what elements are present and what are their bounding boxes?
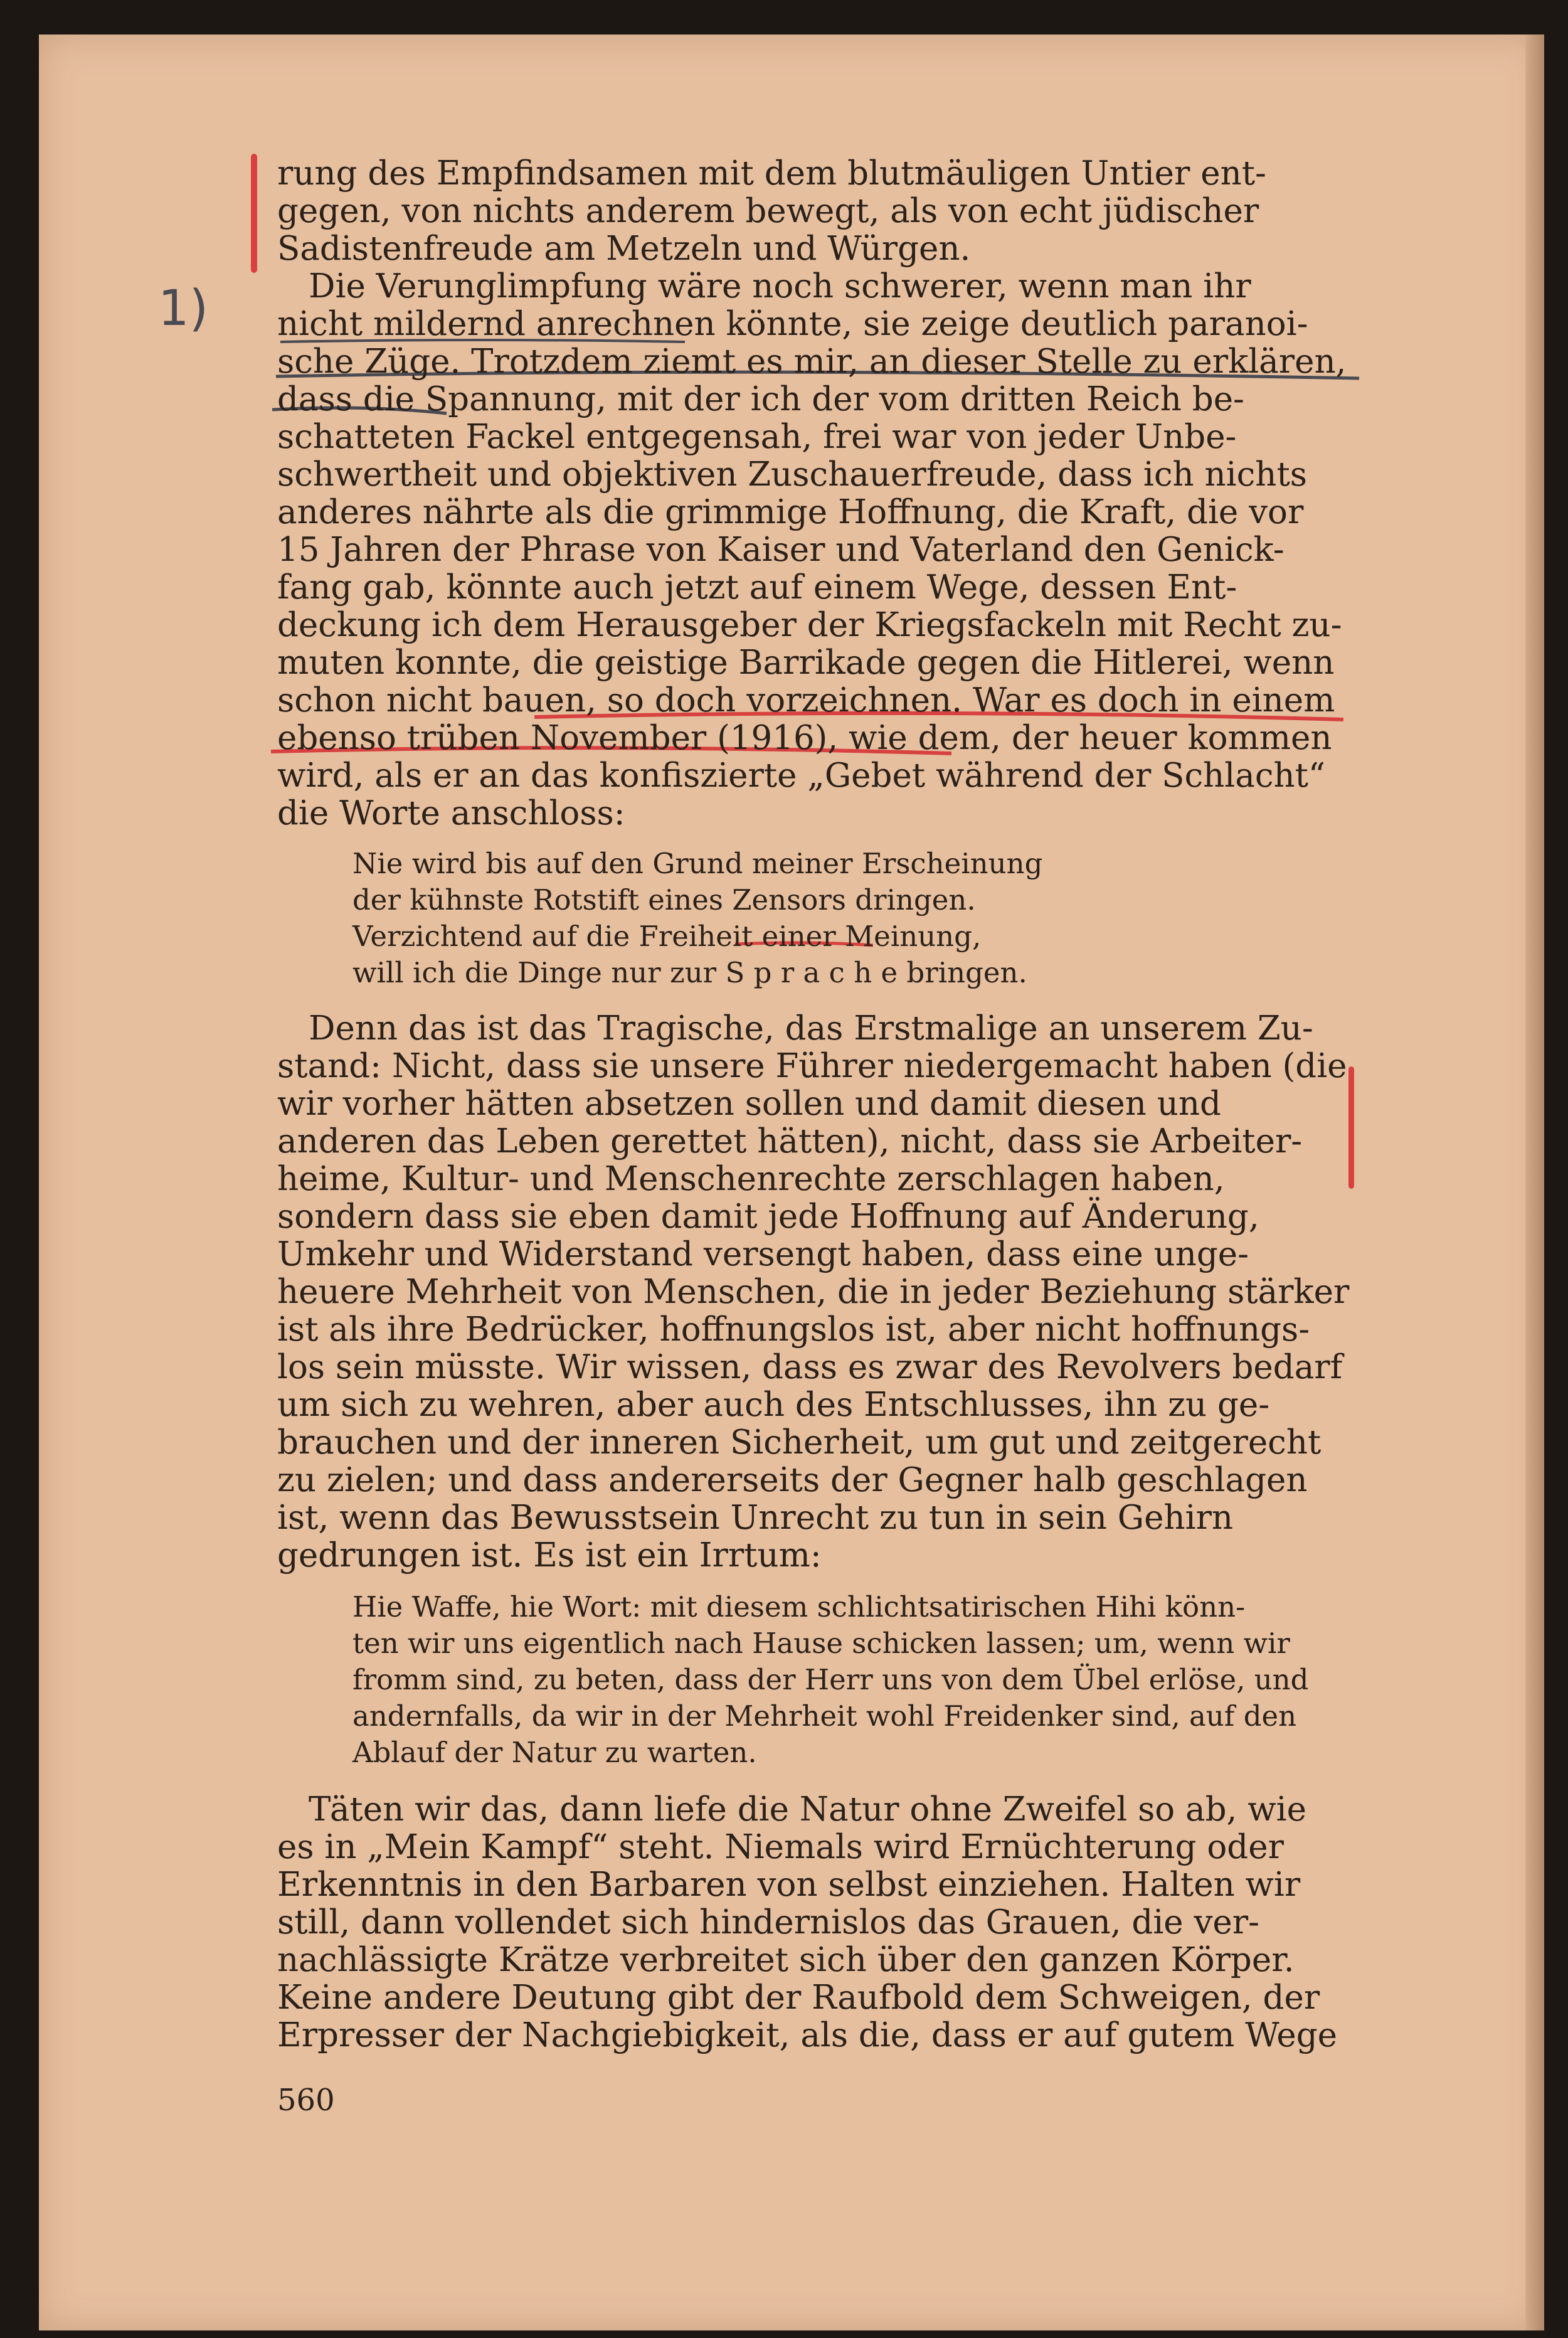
quote-line: andernfalls, da wir in der Mehrheit wohl Freidenker sind, auf den bbox=[352, 1699, 1297, 1733]
text-line: um sich zu wehren, aber auch des Entschlusses, ihn zu ge- bbox=[277, 1386, 1270, 1424]
text-line: dass die Spannung, mit der ich der vom dritten Reich be- bbox=[277, 380, 1244, 418]
text-line: rung des Empfindsamen mit dem blutmäuligen Untier ent- bbox=[277, 154, 1266, 193]
quote-line: Hie Waffe, hie Wort: mit diesem schlichtsatirischen Hihi könn- bbox=[352, 1590, 1246, 1623]
text-line: nachlässigte Krätze verbreitet sich über den ganzen Körper. bbox=[277, 1941, 1295, 1979]
verse-line: Nie wird bis auf den Grund meiner Erscheinung bbox=[352, 847, 1043, 880]
text-line: heuere Mehrheit von Menschen, die in jeder Beziehung stärker bbox=[277, 1273, 1350, 1311]
text-line: schatteten Fackel entgegensah, frei war von jeder Unbe- bbox=[277, 418, 1237, 456]
book-page bbox=[39, 35, 1544, 2330]
text-line: muten konnte, die geistige Barrikade gegen die Hitlerei, wenn bbox=[277, 644, 1335, 682]
text-line: los sein müsste. Wir wissen, dass es zwar des Revolvers bedarf bbox=[277, 1348, 1343, 1386]
text-line: wird, als er an das konfiszierte „Gebet während der Schlacht“ bbox=[277, 757, 1326, 795]
text-line: Umkehr und Widerstand versengt haben, dass eine unge- bbox=[277, 1235, 1249, 1273]
text-line: Erpresser der Nachgiebigkeit, als die, dass er auf gutem Wege bbox=[277, 2016, 1338, 2054]
text-line: sondern dass sie eben damit jede Hoffnung auf Änderung, bbox=[277, 1198, 1259, 1236]
text-line: ist als ihre Bedrücker, hoffnungslos ist, aber nicht hoffnungs- bbox=[277, 1310, 1310, 1349]
text-line: Erkenntnis in den Barbaren von selbst einziehen. Halten wir bbox=[277, 1866, 1301, 1904]
text-line: ebenso trüben November (1916), wie dem, der heuer kommen bbox=[277, 719, 1332, 757]
text-line: gedrungen ist. Es ist ein Irrtum: bbox=[277, 1536, 822, 1575]
text-line: ist, wenn das Bewusstsein Unrecht zu tun in sein Gehirn bbox=[277, 1499, 1234, 1537]
text-line: 15 Jahren der Phrase von Kaiser und Vaterland den Genick- bbox=[277, 531, 1285, 569]
text-line: stand: Nicht, dass sie unsere Führer niedergemacht haben (die bbox=[277, 1047, 1347, 1085]
text-line: zu zielen; und dass andererseits der Gegner halb geschlagen bbox=[277, 1461, 1308, 1499]
text-line: schon nicht bauen, so doch vorzeichnen. War es doch in einem bbox=[277, 681, 1335, 720]
text-line: Denn das ist das Tragische, das Erstmalige an unserem Zu- bbox=[309, 1009, 1313, 1048]
text-line: deckung ich dem Herausgeber der Kriegsfackeln mit Recht zu- bbox=[277, 606, 1342, 644]
text-line: wir vorher hätten absetzen sollen und damit diesen und bbox=[277, 1085, 1221, 1123]
page-number: 560 bbox=[277, 2083, 335, 2118]
text-line: anderen das Leben gerettet hätten), nicht, dass sie Arbeiter- bbox=[277, 1122, 1303, 1161]
text-line: heime, Kultur- und Menschenrechte zerschlagen haben, bbox=[277, 1160, 1225, 1198]
text-line: Die Verunglimpfung wäre noch schwerer, wenn man ihr bbox=[309, 267, 1251, 306]
text-line: gegen, von nichts anderem bewegt, als von echt jüdischer bbox=[277, 192, 1259, 230]
text-line: Täten wir das, dann liefe die Natur ohne Zweifel so ab, wie bbox=[309, 1790, 1306, 1829]
quote-line: fromm sind, zu beten, dass der Herr uns von dem Übel erlöse, und bbox=[352, 1663, 1309, 1696]
text-line: schwertheit und objektiven Zuschauerfreude, dass ich nichts bbox=[277, 455, 1307, 494]
text-line: fang gab, könnte auch jetzt auf einem Wege, dessen Ent- bbox=[277, 568, 1237, 607]
quote-line: ten wir uns eigentlich nach Hause schicken lassen; um, wenn wir bbox=[352, 1627, 1290, 1660]
text-line: nicht mildernd anrechnen könnte, sie zeige deutlich paranoi- bbox=[277, 305, 1308, 343]
text-line: sche Züge. Trotzdem ziemt es mir, an dieser Stelle zu erklären, bbox=[277, 343, 1347, 381]
quote-line: Ablauf der Natur zu warten. bbox=[352, 1736, 757, 1769]
verse-line: Verzichtend auf die Freiheit einer Meinung, bbox=[352, 920, 982, 953]
text-line: brauchen und der inneren Sicherheit, um gut und zeitgerecht bbox=[277, 1423, 1322, 1462]
text-line: Sadistenfreude am Metzeln und Würgen. bbox=[277, 230, 971, 268]
text-line: die Worte anschloss: bbox=[277, 794, 625, 832]
text-line: Keine andere Deutung gibt der Raufbold dem Schweigen, der bbox=[277, 1979, 1320, 2017]
text-line: anderes nährte als die grimmige Hoffnung, die Kraft, die vor bbox=[277, 493, 1304, 531]
text-line: es in „Mein Kampf“ steht. Niemals wird Ernüchterung oder bbox=[277, 1828, 1284, 1866]
text-line: still, dann vollendet sich hindernislos das Grauen, die ver- bbox=[277, 1903, 1260, 1942]
margin-note: 1) bbox=[158, 280, 209, 337]
verse-line: der kühnste Rotstift eines Zensors dringen. bbox=[352, 883, 976, 917]
verse-line: will ich die Dinge nur zur S p r a c h e bringen. bbox=[352, 956, 1027, 989]
